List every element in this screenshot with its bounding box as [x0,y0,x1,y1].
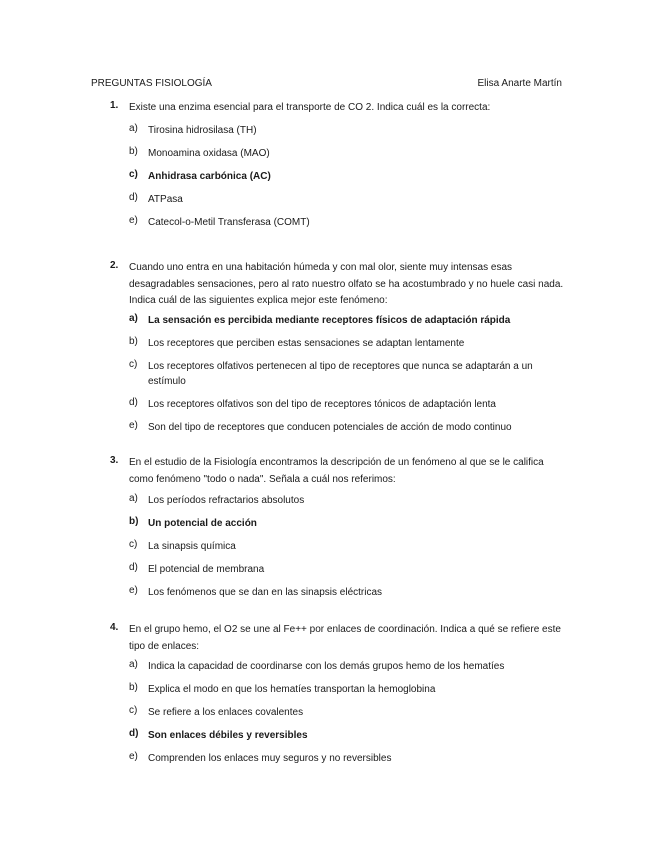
option-letter: e) [129,215,138,226]
header-title: PREGUNTAS FISIOLOGÍA [91,78,212,89]
question-text: Cuando uno entra en una habitación húmeda y con mal olor, siente muy intensas esas desagradables sensaciones, pero al rato nuestro olfato se ha acostumbrado y no huele casi nada. Indica cuál de las siguientes explica mejor este fenómeno: [129,262,564,306]
page-header [91,78,562,92]
question-number: 3. [110,455,119,466]
option-text: Comprenden los enlaces muy seguros y no reversibles [148,753,392,764]
question-number: 4. [110,622,119,633]
option-letter: d) [129,562,138,573]
option-text: Un potencial de acción [148,518,257,529]
option-text: Indica la capacidad de coordinarse con los demás grupos hemo de los hematíes [148,661,505,672]
option-letter: d) [129,397,138,408]
option-text: Son enlaces débiles y reversibles [148,730,308,741]
option-text: Explica el modo en que los hematíes transportan la hemoglobina [148,684,436,695]
option-text: La sensación es percibida mediante receptores físicos de adaptación rápida [148,315,511,326]
option-letter: b) [129,336,138,347]
option-text: ATPasa [148,194,183,205]
option-letter: b) [129,682,138,693]
option-text: Catecol-o-Metil Transferasa (COMT) [148,217,310,228]
option-letter: a) [129,313,138,324]
option-letter: e) [129,420,138,431]
option-text: Se refiere a los enlaces covalentes [148,707,304,718]
option-text: Anhidrasa carbónica (AC) [148,171,271,182]
option-letter: a) [129,123,138,134]
option-letter: d) [129,728,139,739]
question-text: En el grupo hemo, el O2 se une al Fe++ por enlaces de coordinación. Indica a qué se refiere este tipo de enlaces: [129,624,561,652]
option-letter: b) [129,516,139,527]
option-text: La sinapsis química [148,541,236,552]
question-number: 1. [110,100,119,111]
option-text: El potencial de membrana [148,564,265,575]
question-text: Existe una enzima esencial para el transporte de CO 2. Indica cuál es la correcta: [129,102,491,113]
option-text: Los receptores olfativos pertenecen al tipo de receptores que nunca se adaptarán a un estímulo [148,361,533,387]
question-text: En el estudio de la Fisiología encontramos la descripción de un fenómeno al que se le califica como fenómeno "todo o nada". Señala a cuál nos referimos: [129,457,544,485]
header-author: Elisa Anarte Martín [477,78,562,89]
option-text: Los receptores olfativos son del tipo de receptores tónicos de adaptación lenta [148,399,496,410]
option-letter: b) [129,146,138,157]
option-text: Monoamina oxidasa (MAO) [148,148,270,159]
option-letter: e) [129,751,138,762]
option-letter: c) [129,539,138,550]
option-letter: a) [129,659,138,670]
option-letter: c) [129,705,138,716]
option-letter: c) [129,359,138,370]
option-text: Son del tipo de receptores que conducen potenciales de acción de modo continuo [148,422,512,433]
option-letter: e) [129,585,138,596]
option-text: Tirosina hidrosilasa (TH) [148,125,257,136]
option-text: Los receptores que perciben estas sensaciones se adaptan lentamente [148,338,465,349]
option-letter: a) [129,493,138,504]
question-number: 2. [110,260,119,271]
option-letter: c) [129,169,138,180]
option-letter: d) [129,192,138,203]
option-text: Los fenómenos que se dan en las sinapsis eléctricas [148,587,383,598]
option-text: Los períodos refractarios absolutos [148,495,305,506]
